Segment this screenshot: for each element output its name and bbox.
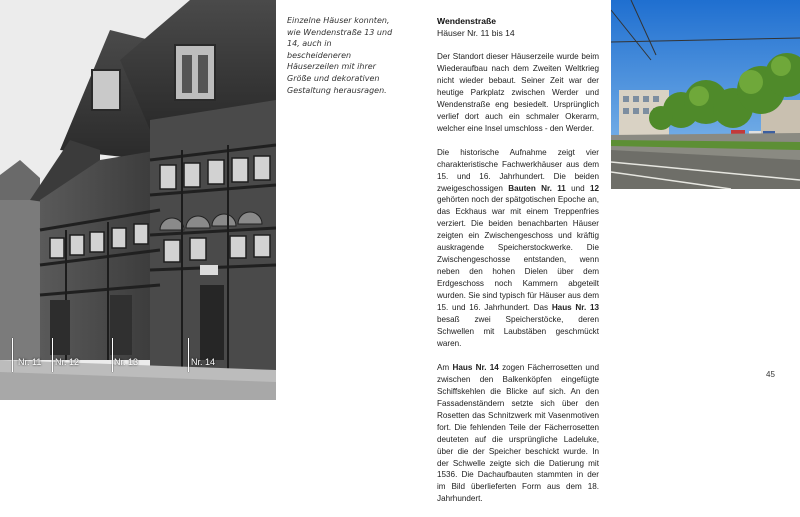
bold-run: Haus Nr. 13 [551,303,599,313]
photo-label-nr-11: Nr. 11 [18,357,42,367]
text-run: gehörten noch der spätgotischen Epoche an, das Eckhaus war mit einem Treppenfries verziert. Die beiden benachbarten Häuser zeigten ein Zwischengeschoss und kräftig auskragende Speicherstockwerke. Die Zwischengeschosse entstanden, wenn neben den hohen Dielen über dem Erdgeschoss noch Kammern abgeteilt wurden. Sie sind typisch für Häuser aus dem 15. und 16. Jahrhundert. Das [437,195,599,313]
article-title: Wendenstraße [437,16,497,26]
article [437,15,599,517]
paragraph-2 [437,147,599,350]
historic-photo [0,0,276,400]
text-run: Am [437,362,453,372]
photo-label-nr-12: Nr. 12 [55,357,80,367]
house-marker-line [188,338,189,372]
photo-label-nr-14: Nr. 14 [191,357,216,367]
photo-caption: Einzelne Häuser konnten, wie Wendenstraße 13 und 14, auch in bescheideneren Häuserzeilen mit ihrer Größe und dekorativen Gestaltung herausragen. [287,16,393,95]
paragraph-3 [437,362,599,505]
house-marker-line [52,338,53,372]
modern-street-image [611,0,800,189]
house-marker-line [112,338,113,372]
article-subtitle: Häuser Nr. 11 bis 14 [437,28,515,38]
bold-run: 12 [589,183,600,193]
page-number: 45 [766,370,775,379]
bold-run: Haus Nr. 14 [452,362,499,372]
house-marker-line [12,338,13,372]
text-run: besaß zwei Speicherstöcke, deren Schwellen mit Laubstäben geschmückt waren. [437,315,599,348]
photo-label-nr-13: Nr. 13 [114,357,139,367]
text-run: zogen Fächerrosetten und zwischen den Balkenköpfen eingefügte Schiffskehlen die Blicke auf sich. An den Fassadenständern setzte sich über den Rosetten das Schnitzwerk mit Vasenmotiven fort. Die fehlenden Teile der Fächerrosetten deuteten auf die ursprüngliche Ladeluke, über die der Speicher beschickt wurde. In der Schwelle zeigte sich die Datierung mit 1536. Die Dachaufbauten stammten in der im Bild überlieferten Form aus dem 18. Jahrhundert. [437,362,599,504]
text-run: und [565,183,590,193]
bold-run: Bauten Nr. 11 [508,183,566,193]
historic-houses-image [0,0,276,400]
paragraph-1: Der Standort dieser Häuserzeile wurde beim Wiederaufbau nach dem Zweiten Weltkrieg nicht wieder bebaut. Seiner Zeit war der heutige Parkplatz zwischen Werder und Wendenstraße eng besiedelt. Ursprünglich verlief dort auch ein schmaler Okerarm, welcher eine Insel umschloss - den Werder. [437,52,599,133]
modern-photo [611,0,800,189]
text-run: Die historische Aufnahme zeigt vier charakteristische Fachwerkhäuser aus dem 15. und 16. Jahrhundert. Die beiden zweigeschossigen [437,147,599,193]
